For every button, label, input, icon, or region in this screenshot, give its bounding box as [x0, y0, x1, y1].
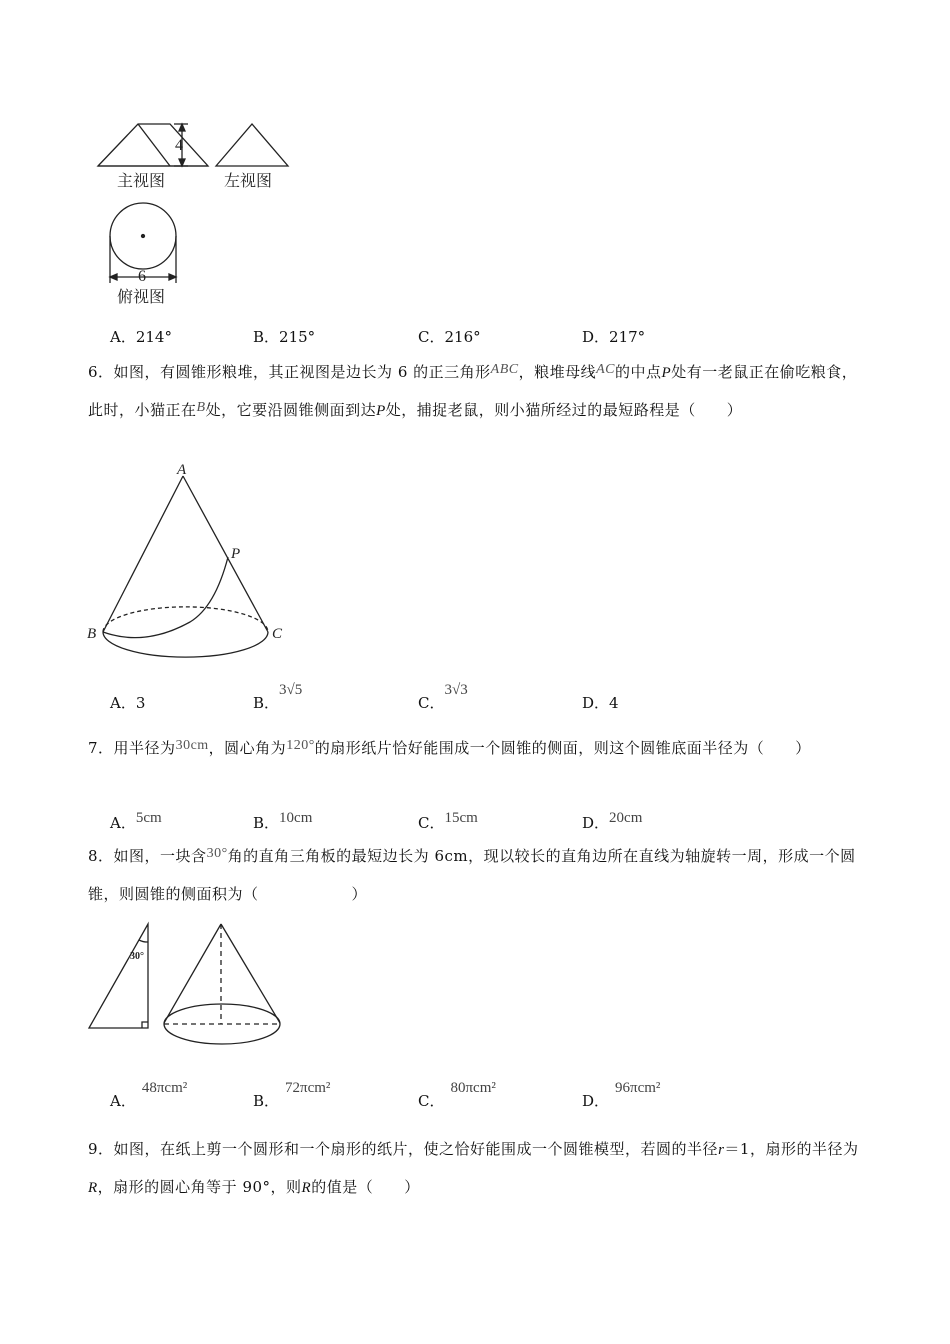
q5-option-c[interactable]: C．216°: [418, 328, 481, 346]
q6-option-d[interactable]: D．4: [582, 694, 619, 712]
q5-option-d[interactable]: D．217°: [582, 328, 646, 346]
q5-height-dimension: 4: [175, 137, 183, 154]
q7-option-a[interactable]: A．5cm: [110, 810, 162, 832]
q6-stem: 6．如图，有圆锥形粮堆，其正视图是边长为 6 的正三角形ABC，粮堆母线AC的中点P处有一老鼠正在偷吃粮食，此时，小猫正在B处，它要沿圆锥侧面到达P处，捕捉老鼠，则小猫所经过的最短路程是（ ）: [88, 362, 858, 419]
left-view-label: 左视图: [224, 171, 273, 190]
q5-three-view-figure: [90, 118, 310, 308]
q8-angle-label: 30°: [130, 951, 144, 962]
q6-option-c[interactable]: C．3√3: [418, 682, 468, 712]
q9-stem: 9．如图，在纸上剪一个圆形和一个扇形的纸片，使之恰好能围成一个圆锥模型，若圆的半径r＝1，扇形的半径为R，扇形的圆心角等于 90°，则R的值是（ ）: [88, 1140, 859, 1196]
q5-option-b[interactable]: B．215°: [253, 328, 316, 346]
q8-option-c[interactable]: C．80πcm²: [418, 1080, 496, 1110]
q8-triangle-figure: [86, 920, 156, 1032]
q8-option-d[interactable]: D．96πcm²: [582, 1080, 661, 1110]
q5-option-a[interactable]: A．214°: [110, 328, 172, 346]
q8-stem: 8．如图，一块含30°角的直角三角板的最短边长为 6cm，现以较长的直角边所在直线为轴旋转一周，形成一个圆锥，则圆锥的侧面积为（ ）: [88, 846, 856, 903]
q8-cone-figure: [160, 920, 285, 1050]
q7-option-d[interactable]: D．20cm: [582, 810, 643, 832]
q6-label-p: P: [231, 546, 241, 562]
q6-option-b[interactable]: B．3√5: [253, 682, 303, 712]
q6-option-a[interactable]: A．3: [110, 694, 146, 712]
q5-width-dimension: 6: [138, 268, 146, 285]
q8-option-b[interactable]: B．72πcm²: [253, 1080, 331, 1110]
left-view: [216, 124, 288, 166]
q7-stem: 7．用半径为30cm，圆心角为120°的扇形纸片恰好能围成一个圆锥的侧面，则这个圆锥底面半径为（ ）: [88, 738, 811, 757]
q6-label-b: B: [87, 626, 97, 642]
front-view-label: 主视图: [117, 171, 166, 190]
q6-cone-figure: [85, 462, 305, 667]
top-view-label: 俯视图: [117, 287, 166, 306]
q6-label-c: C: [272, 626, 283, 642]
q8-option-a[interactable]: A．48πcm²: [110, 1080, 188, 1110]
q6-label-a: A: [177, 462, 187, 478]
q7-option-b[interactable]: B．10cm: [253, 810, 313, 832]
front-view: [98, 124, 208, 166]
q7-option-c[interactable]: C．15cm: [418, 810, 478, 832]
